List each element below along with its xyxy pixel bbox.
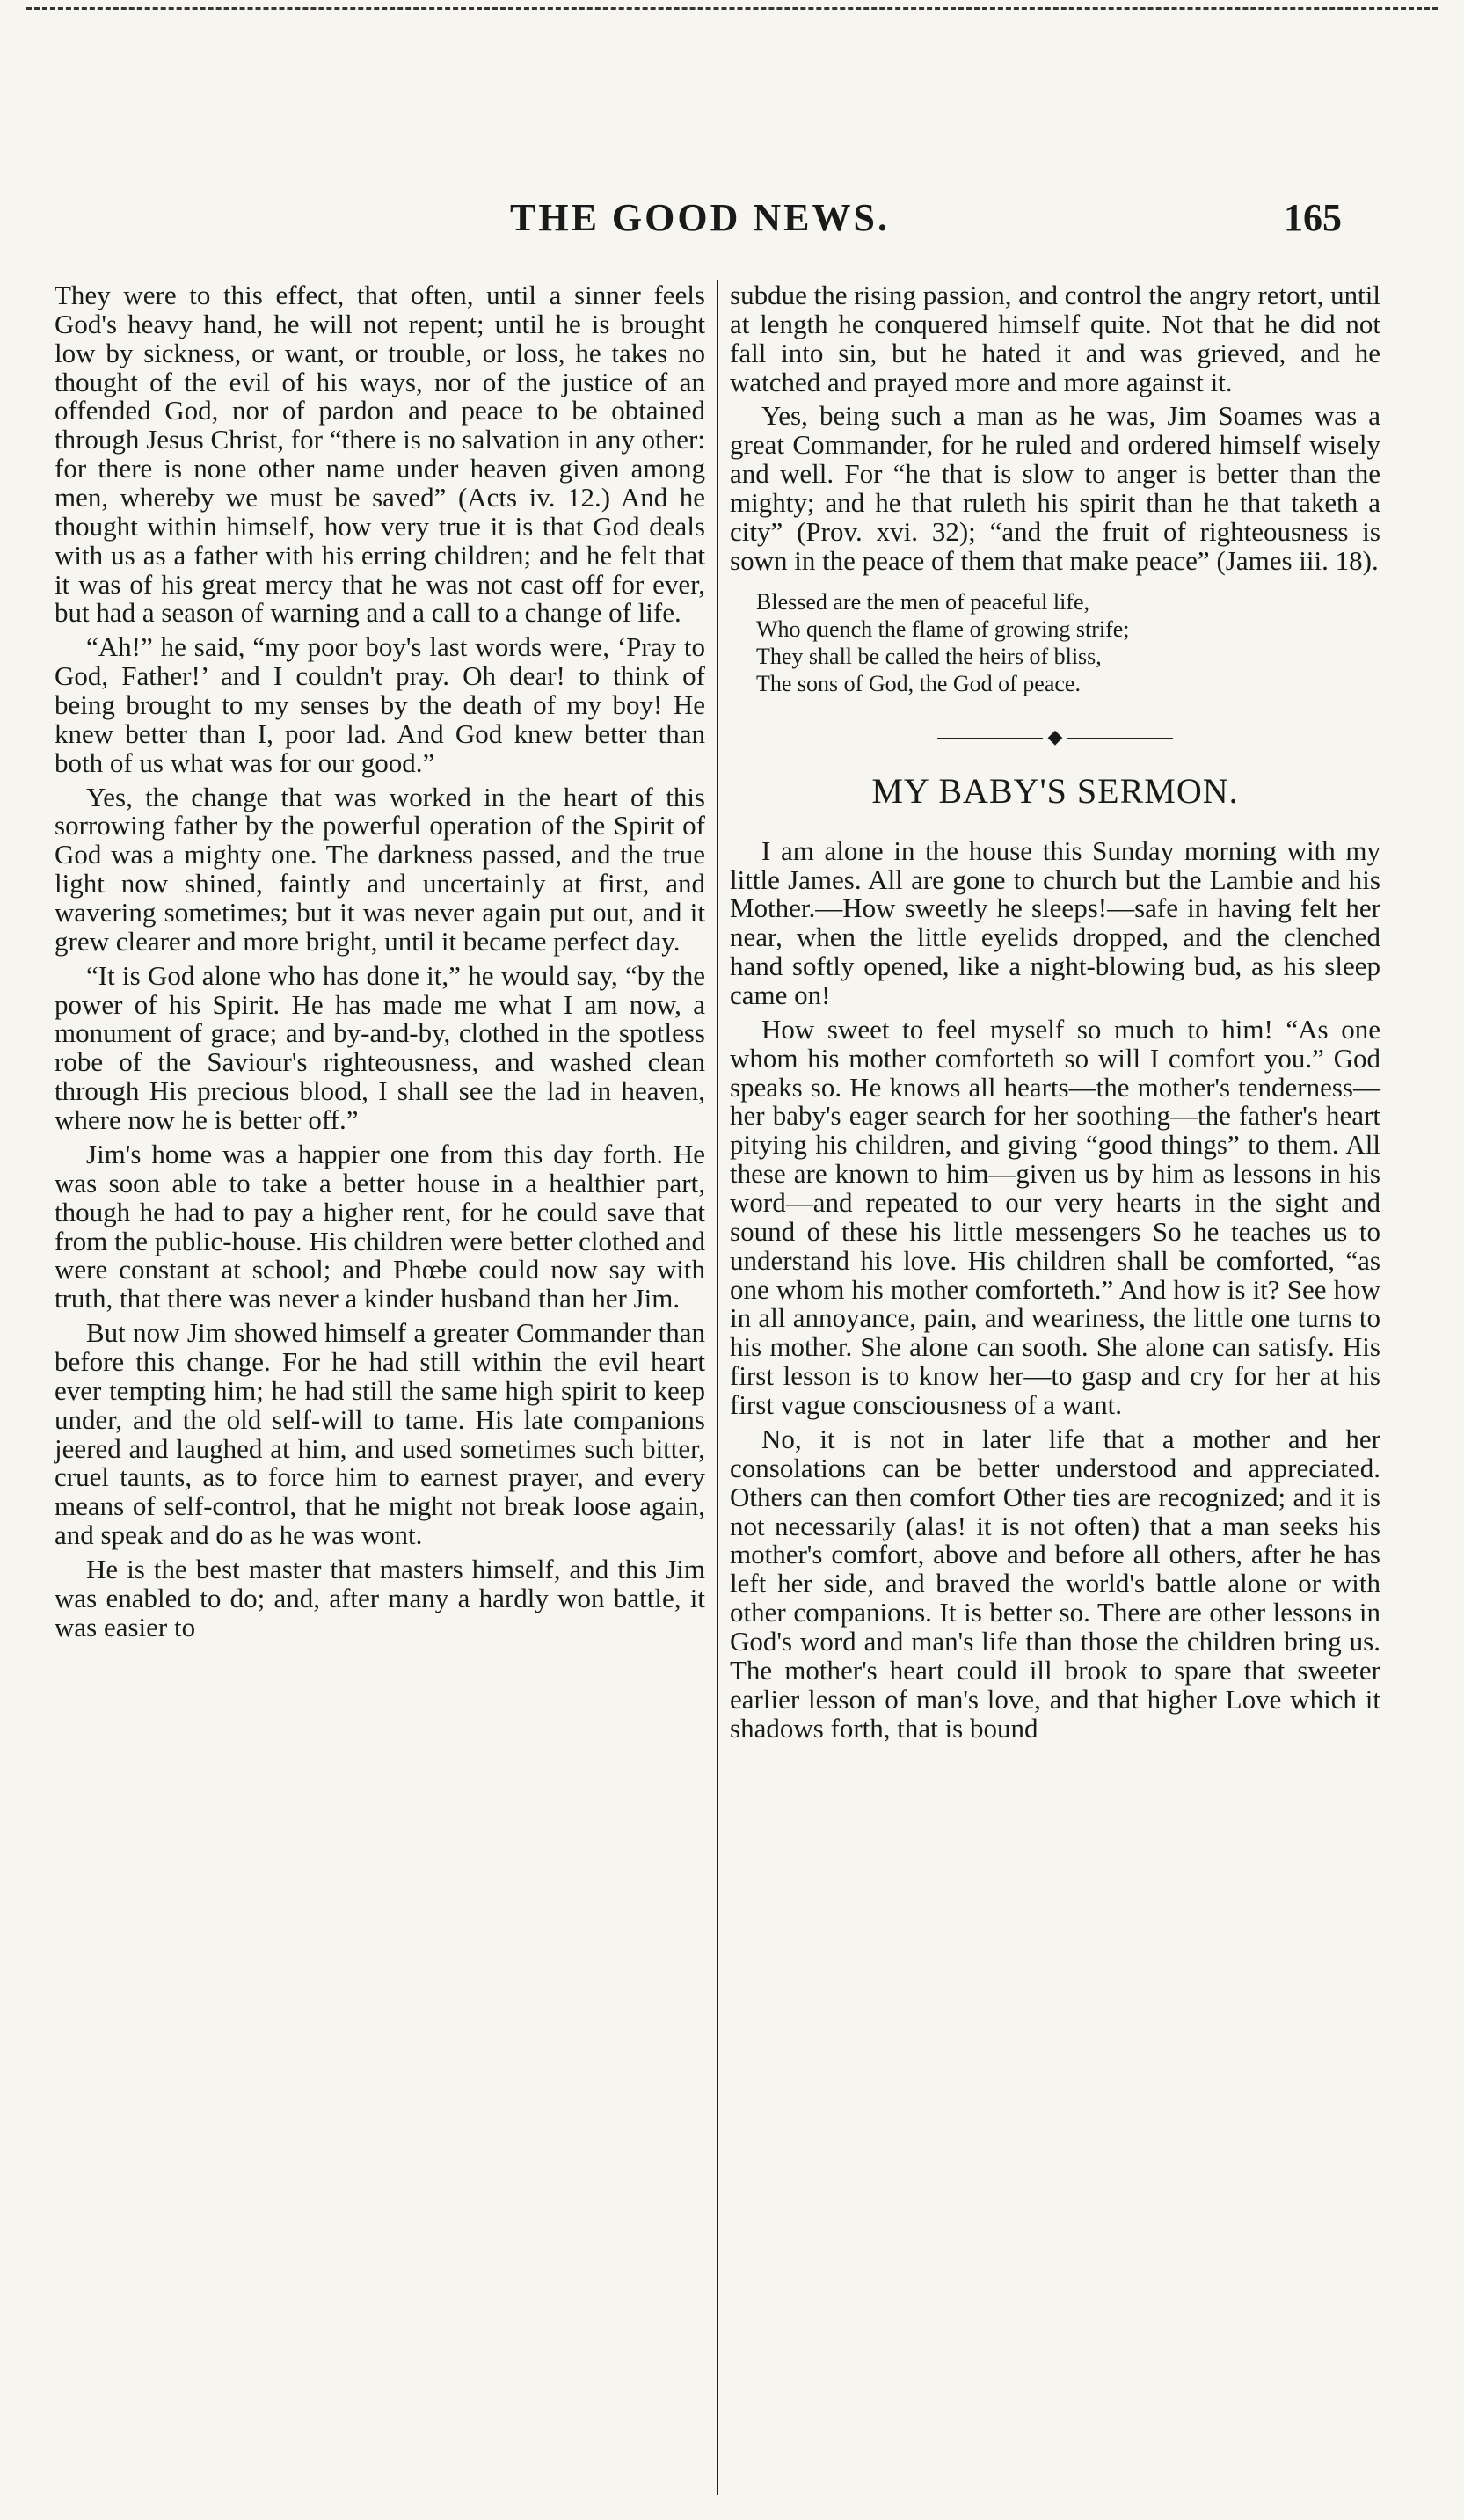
section-divider-ornament [923, 727, 1187, 747]
paragraph: He is the best master that masters himself, and this Jim was enabled to do; and, after many a hardly won battle, it was easier to [55, 1553, 705, 1642]
paragraph: They were to this effect, that often, until a sinner feels God's heavy hand, he will not repent; until he is brought low by sickness, or want, or trouble, or loss, he takes no thought of the evil of his ways, nor of the justice of an offended God, nor of pardon and peace to be obtained through Jesus Christ, for “there is no salvation in any other: for there is none other name under heaven given among men, whereby we must be saved” (Acts iv. 12.) And he thought within himself, how very true it is that God deals with us as a father with his erring children; and he felt that it was of his great mercy that he was not cast off for ever, but had a season of warning and a call to a change of life. [55, 280, 705, 629]
divider-rule [1067, 738, 1173, 739]
page-number: 165 [1284, 196, 1342, 239]
paragraph: Jim's home was a happier one from this day forth. He was soon able to take a better house in a healthier part, though he had to pay a higher rent, for he could save that from the public-house. His children were better clothed and were constant at school; and Phœbe could now say with truth, that there was never a kinder husband than her Jim. [55, 1138, 705, 1315]
left-column [55, 281, 705, 1648]
masthead [0, 195, 1464, 248]
section-title: MY BABY'S SERMON. [871, 771, 1239, 812]
paragraph: How sweet to feel myself so much to him! “As one whom his mother comforteth so will I comfort you.” God speaks so. He knows all hearts—the mother's tenderness—her baby's eager search for her soothing—the father's heart pitying his children, and giving “good things” to them. All these are known to him—given us by him as lessons in his word—and repeated to our very hearts in the sight and sound of these his little messengers So he teaches us to understand his love. His children shall be comforted, “as one whom his mother comforteth.” And how is it? See how in all annoyance, pain, and weariness, the little one turns to his mother. She alone can sooth. She alone can satisfy. His first lesson is to know her—to gasp and cry for her at his first vague consciousness of a want. [730, 1013, 1380, 1421]
paragraph: subdue the rising passion, and control the angry retort, until at length he conquered himself quite. Not that he did not fall into sin, but he hated it and was grieved, and he watched and prayed more and more against it. [730, 280, 1380, 397]
poem [756, 588, 1380, 698]
paragraph: Yes, the change that was worked in the heart of this sorrowing father by the powerful operation of the Spirit of God was a mighty one. The darkness passed, and the true light now shined, faintly and uncertainly at first, and wavering sometimes; but it was never again put out, and it grew clearer and more bright, until it became perfect day. [55, 781, 705, 957]
paragraph: “It is God alone who has done it,” he would say, “by the power of his Spirit. He has made me what I am now, a monument of grace; and by-and-by, clothed in the spotless robe of the Saviour's righteousness, and washed clean through His precious blood, I shall see the lad in heaven, where now he is better off.” [55, 959, 705, 1136]
paragraph: “Ah!” he said, “my poor boy's last words were, ‘Pray to God, Father!’ and I couldn't pray. Oh dear! to think of being brought to my senses by the death of my boy! He knew better than I, poor lad. And God knew better than both of us what was for our good.” [55, 631, 705, 778]
paragraph: But now Jim showed himself a greater Commander than before this change. For he had still within the evil heart ever tempting him; he had still the same high spirit to keep under, and the old self-will to tame. His late companions jeered and laughed at him, and used sometimes such bitter, cruel taunts, as to force him to earnest prayer, and every means of self-control, that he might not break loose again, and speak and do as he was wont. [55, 1317, 705, 1551]
poem-line: They shall be called the heirs of bliss, [756, 643, 1102, 669]
paragraph: I am alone in the house this Sunday morning with my little James. All are gone to church but the Lambie and his Mother.—How sweetly he sleeps!—safe in having felt her near, when the little eyelids dropped, and the clenched hand softly opened, like a night-blowing bud, as his sleep came on! [730, 834, 1380, 1011]
right-column [730, 281, 1380, 1748]
divider-rule [937, 738, 1043, 739]
column-divider [717, 280, 718, 2495]
poem-line: The sons of God, the God of peace. [756, 671, 1081, 697]
poem-line: Blessed are the men of peaceful life, [756, 588, 1089, 615]
top-border-rule [26, 7, 1438, 10]
diamond-ornament-icon: ◆ [1047, 725, 1063, 748]
paragraph: Yes, being such a man as he was, Jim Soames was a great Commander, for he ruled and ordered himself wisely and well. For “he that is slow to anger is better than the mighty; and he that ruleth his spirit than he that taketh a city” (Prov. xvi. 32); “and the fruit of righteousness is sown in the peace of them that make peace” (James iii. 18). [730, 400, 1380, 576]
page-title: THE GOOD NEWS. [510, 196, 890, 239]
paragraph: No, it is not in later life that a mother and her consolations can be better understood and appreciated. Others can then comfort Other ties are recognized; and it is not necessarily (alas! it is not often) that a man seeks his mother's comfort, above and before all others, after he has left her side, and braved the world's battle alone or with other companions. It is better so. There are other lessons in God's word and man's life than those the children bring us. The mother's heart could ill brook to spare that sweeter earlier lesson of man's love, and that higher Love which it shadows forth, that is bound [730, 1423, 1380, 1744]
poem-line: Who quench the flame of growing strife; [756, 615, 1130, 642]
